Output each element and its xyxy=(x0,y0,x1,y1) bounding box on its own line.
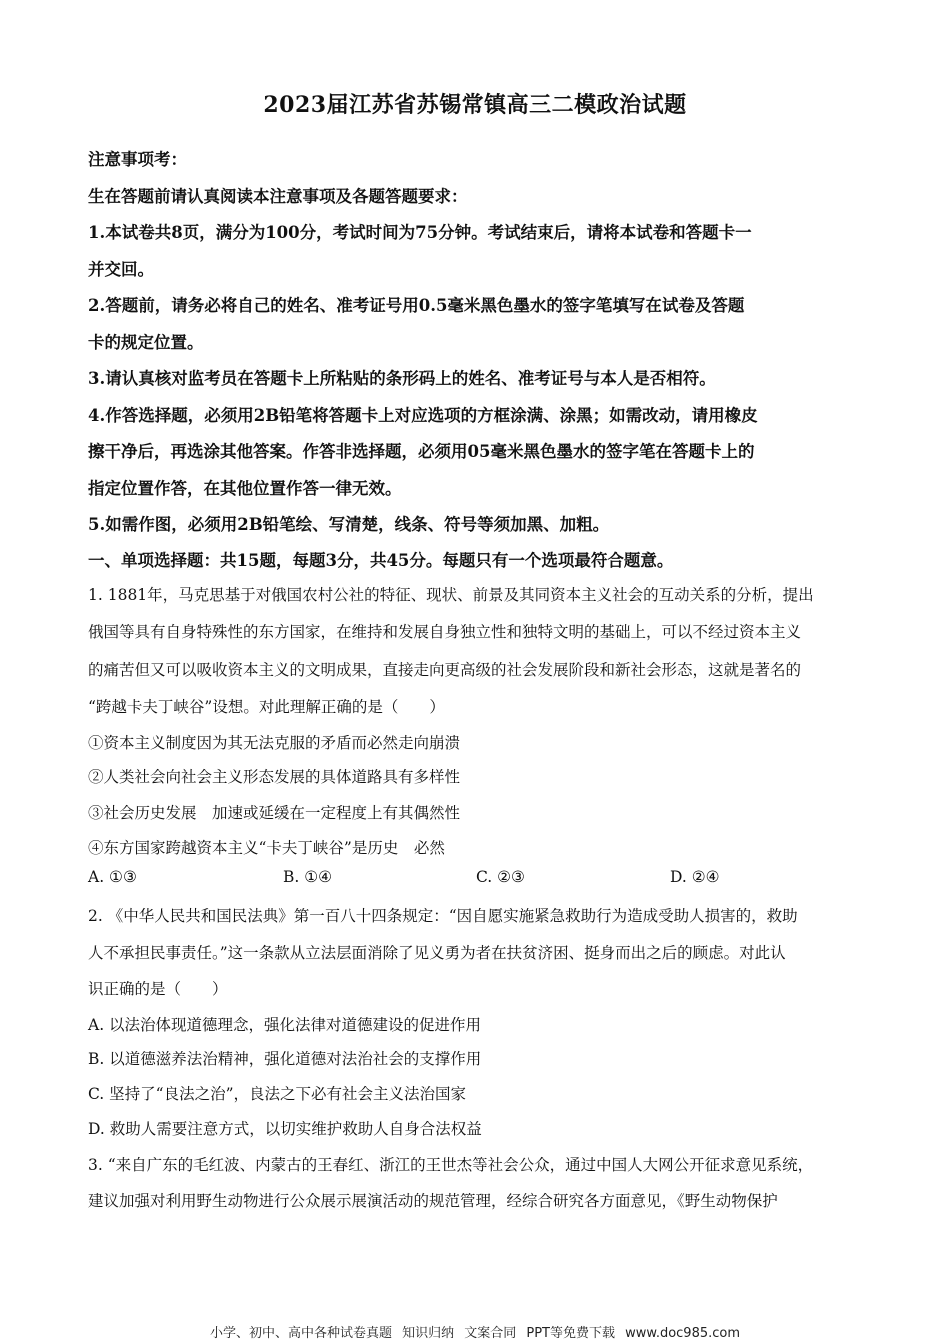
question-1-statement: ④东方国家跨越资本主义“卡夫丁峡谷”是历史 必然 xyxy=(88,839,445,857)
question-1-statement: ②人类社会向社会主义形态发展的具体道路具有多样性 xyxy=(88,768,461,786)
question-3-line: 建议加强对利用野生动物进行公众展示展演活动的规范管理，经综合研究各方面意见，《野生动物保护 xyxy=(88,1192,778,1210)
notice-line: 指定位置作答，在其他位置作答一律无效。 xyxy=(88,479,402,498)
question-1-line: 1. 1881年，马克思基于对俄国农村公社的特征、现状、前景及其同资本主义社会的互动关系的分析，提出 xyxy=(88,586,814,604)
question-1-line: “跨越卡夫丁峡谷”设想。对此理解正确的是（ ） xyxy=(88,698,445,716)
notice-line: 3.请认真核对监考员在答题卡上所粘贴的条形码上的姓名、准考证号与本人是否相符。 xyxy=(88,369,716,388)
question-1-option-c: C. ②③ xyxy=(476,868,525,886)
page-title: 2023届江苏省苏锡常镇高三二模政治试题 xyxy=(263,92,687,118)
notice-line: 2.答题前，请务必将自己的姓名、准考证号用0.5毫米黑色墨水的签字笔填写在试卷及答题 xyxy=(88,296,745,315)
notice-line: 并交回。 xyxy=(88,260,154,279)
question-1-line: 俄国等具有自身特殊性的东方国家，在维持和发展自身独立性和独特文明的基础上，可以不经过资本主义 xyxy=(88,623,802,641)
question-2-option-d: D. 救助人需要注意方式，以切实维护救助人自身合法权益 xyxy=(88,1120,482,1138)
notice-line: 1.本试卷共8页，满分为100分，考试时间为75分钟。考试结束后，请将本试卷和答题卡一 xyxy=(88,223,752,242)
question-2-line: 2. 《中华人民共和国民法典》第一百八十四条规定：“因自愿实施紧急救助行为造成受助人损害的，救助 xyxy=(88,907,798,925)
section-heading: 一、单项选择题：共15题，每题3分，共45分。每题只有一个选项最符合题意。 xyxy=(88,551,674,570)
question-1-line: 的痛苦但又可以吸收资本主义的文明成果，直接走向更高级的社会发展阶段和新社会形态，这就是著名的 xyxy=(88,661,802,679)
page-footer: 小学、初中、高中各种试卷真题 知识归纳 文案合同 PPT等免费下载 www.doc985.com xyxy=(209,1326,741,1341)
question-2-option-c: C. 坚持了“良法之治”，良法之下必有社会主义法治国家 xyxy=(88,1085,467,1103)
question-2-option-b: B. 以道德滋养法治精神，强化道德对法治社会的支撑作用 xyxy=(88,1050,482,1068)
question-2-option-a: A. 以法治体现道德理念，强化法律对道德建设的促进作用 xyxy=(88,1016,482,1034)
question-1-option-b: B. ①④ xyxy=(283,868,333,886)
notice-line: 4.作答选择题，必须用2B铅笔将答题卡上对应选项的方框涂满、涂黑；如需改动，请用橡皮 xyxy=(88,406,758,425)
notice-line: 擦干净后，再选涂其他答案。作答非选择题，必须用05毫米黑色墨水的签字笔在答题卡上的 xyxy=(88,442,755,461)
question-1-option-a: A. ①③ xyxy=(88,868,137,886)
notice-line: 5.如需作图，必须用2B铅笔绘、写清楚，线条、符号等须加黑、加粗。 xyxy=(88,515,610,534)
question-2-line: 识正确的是（ ） xyxy=(88,980,228,998)
notice-heading: 注意事项考： xyxy=(88,150,187,169)
question-2-line: 人不承担民事责任。”这一条款从立法层面消除了见义勇为者在扶贫济困、挺身而出之后的顾虑。对此认 xyxy=(88,944,786,962)
question-1-statement: ①资本主义制度因为其无法克服的矛盾而必然走向崩溃 xyxy=(88,734,461,752)
notice-intro: 生在答题前请认真阅读本注意事项及各题答题要求： xyxy=(88,187,468,206)
question-1-option-d: D. ②④ xyxy=(670,868,720,886)
notice-line: 卡的规定位置。 xyxy=(88,333,204,352)
question-3-line: 3. “来自广东的毛红波、内蒙古的王春红、浙江的王世杰等社会公众，通过中国人大网公开征求意见系统， xyxy=(88,1156,814,1174)
question-1-statement: ③社会历史发展 加速或延缓在一定程度上有其偶然性 xyxy=(88,804,461,822)
